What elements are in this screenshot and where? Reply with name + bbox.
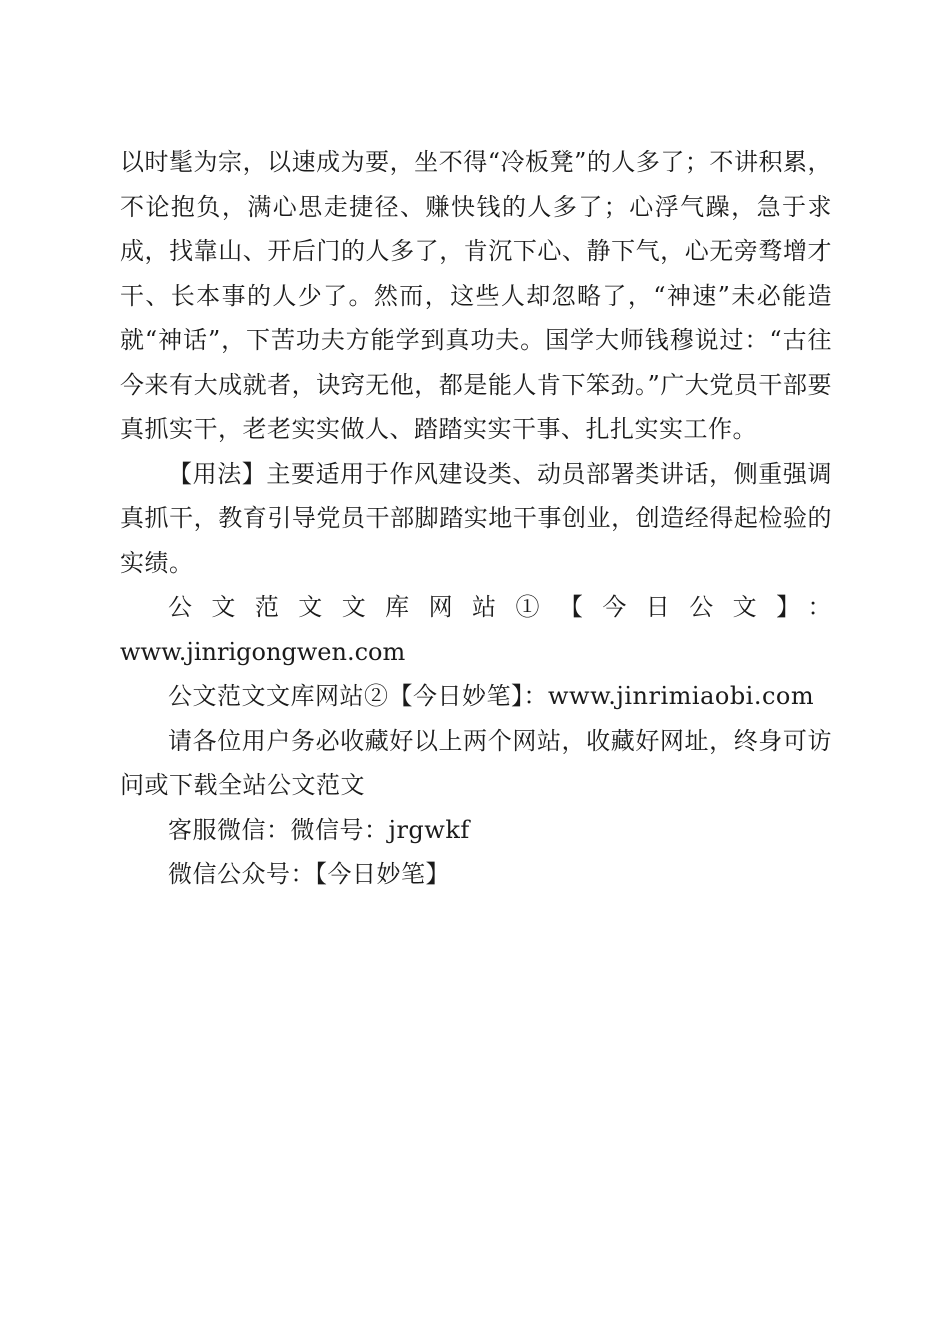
body-paragraph-1: 以时髦为宗，以速成为要，坐不得“冷板凳”的人多了；不讲积累，不论抱负，满心思走捷径、赚快钱的人多了；心浮气躁，急于求成，找靠山、开后门的人多了，肯沉下心、静下气，心无旁骛增才干、长本事的人少了。然而，这些人却忽略了，“神速”未必能造就“神话”，下苦功夫方能学到真功夫。国学大师钱穆说过：“古往今来有大成就者，诀窍无他，都是能人肯下笨劲。”广大党员干部要真抓实干，老老实实做人、踏踏实实干事、扎扎实实工作。	[120, 148, 832, 443]
bookmark-notice: 请各位用户务必收藏好以上两个网站，收藏好网址，终身可访问或下载全站公文范文	[120, 726, 832, 799]
usage-paragraph: 【用法】主要适用于作风建设类、动员部署类讲话，侧重强调真抓干，教育引导党员干部脚踏实地干事创业，创造经得起检验的实绩。	[120, 459, 832, 577]
site1-url: www.jinrigongwen.com	[120, 637, 406, 666]
wechat-official-account: 微信公众号：【今日妙笔】	[168, 860, 450, 888]
site1-label: 公文范文文库网站①【今日公文】：	[168, 593, 832, 621]
customer-service-wechat: 客服微信：微信号：jrgwkf	[168, 815, 470, 844]
site2-line: 公文范文文库网站②【今日妙笔】：www.jinrimiaobi.com	[168, 682, 815, 710]
document-body	[120, 140, 832, 897]
